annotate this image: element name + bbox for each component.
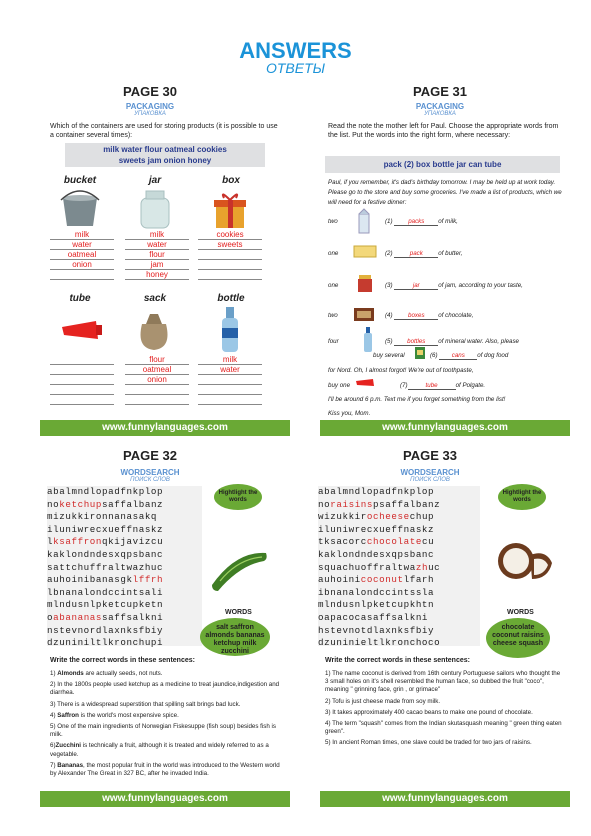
wordsearch-grid: abalmndlopadfnkplop noraisinspsaffalbanz wizukkirocheesechup iluniwrecxueffnaskz tksacorcchocolatecu kaklondndesxqpsbanc squachuoffraltwazhuc auhoinicoconutlfarh ibnanalondccintssla mlndusnlpketcupkhtn oapacocasaffsalkni hstevnotdlaxnksfbiy dzuninieltlkronchoco xyxy=(318,486,480,646)
list-item: (5) bottles of mineral water. Also, please xyxy=(385,338,519,345)
section-title: PACKAGING xyxy=(125,102,175,111)
instruction: Which of the containers are used for storing products (it is possible to use a container several times): xyxy=(50,123,278,139)
sentence: 5) In ancient Roman times, one slave could be traded for two jars of raisins. xyxy=(325,739,532,747)
section-title: WORDSEARCH xyxy=(120,468,180,477)
instruction: Read the note the mother left for Paul. Choose the appropriate words from the list. Put the words into the right form, where necessary: xyxy=(328,123,559,139)
toothpaste-icon xyxy=(354,376,378,390)
sentence: 3) It takes approximately 400 cacao beans to make one pound of chocolate. xyxy=(325,708,533,716)
wordsearch-grid: abalmndlopadfnkplop noketchupsaffalbanz mizukkironnanasakq iluniwrecxueffnaskz lksaffronqkijavizcu kaklondndesxqpsbanc sattchuffraltwazhuc auhoinibanasgklffrh lbnanalondccintsali mlndusnlpketcupketn oabananassaffsalkni nstevnordlaxnksfbiy dzuniniltlkronchupi xyxy=(47,486,202,646)
sentence-list xyxy=(50,670,280,781)
page-32-heading: PAGE 32 xyxy=(123,448,177,463)
list-item: (1) packs of milk, xyxy=(385,218,458,225)
section-subtitle: УПАКОВКА xyxy=(134,111,166,117)
container-name: box xyxy=(222,175,240,186)
footer-link[interactable]: www.funnylanguages.com xyxy=(320,791,570,807)
box-icon xyxy=(210,190,250,230)
list-item: one xyxy=(328,250,339,257)
list-item: two xyxy=(328,218,338,225)
list-item: buy several xyxy=(373,352,405,359)
list-item: (3) jar of jam, according to your taste, xyxy=(385,282,523,289)
sentence: 4) Saffron is the world's most expensive spice. xyxy=(50,711,179,719)
answer-lines-tube xyxy=(50,355,114,405)
list-item: four xyxy=(328,338,339,345)
bottle-icon xyxy=(218,304,242,354)
zucchini-icon xyxy=(206,545,272,595)
sentence: 2) In the 1800s people used ketchup as a medicine to treat jaundice,indigestion and diarrhea. xyxy=(50,681,280,697)
sack-icon xyxy=(132,308,176,352)
page-30-heading: PAGE 30 xyxy=(123,84,177,99)
chocolate-box-icon xyxy=(352,305,376,323)
words-bubble: salt saffron almonds bananas ketchup milk zucchini xyxy=(200,618,270,656)
task-heading: Write the correct words in these sentences: xyxy=(50,657,195,664)
word-list: milk water flour oatmeal cookies sweets jam onion honey xyxy=(65,143,265,167)
container-name: sack xyxy=(143,293,167,304)
page-31-heading: PAGE 31 xyxy=(413,84,467,99)
list-item: one xyxy=(328,282,339,289)
jam-jar-icon xyxy=(355,272,375,294)
note-signature: Kiss you, Mom. xyxy=(328,410,371,417)
sentence: 4) The term "squash" comes from the Indian skutasquash meaning " green thing eaten green". xyxy=(325,720,562,736)
list-item: two xyxy=(328,312,338,319)
sentence: 5) One of the main ingredients of Norwegian Fiskesuppe (fish soup) besides fish is milk. xyxy=(50,723,276,739)
milk-carton-icon xyxy=(357,208,371,234)
section-subtitle: ПОИСК СЛОВ xyxy=(410,477,450,483)
sentence: 2) Tofu is just cheese made from soy milk. xyxy=(325,697,441,705)
answer-lines-box: cookies sweets xyxy=(198,230,262,280)
answer-lines-bottle: milk water xyxy=(198,355,262,405)
sentence: 6)Zucchini is technically a fruit, although it is treated and widely referred to as a vegetable. xyxy=(50,742,269,758)
water-bottle-icon xyxy=(362,325,374,353)
list-item: (7) tube of Polgate. xyxy=(400,382,486,389)
sentence: 7) Bananas, the most popular fruit in the world was introduced to the Western world by Alexander The Great in 327 BC, after he invaded India. xyxy=(50,761,280,778)
sentence: 3) There is a widespread superstition that spilling salt brings bad luck. xyxy=(50,700,241,708)
note-line: for Nord. Oh, I almost forgot! We're out of toothpaste, xyxy=(328,367,474,374)
sentence: 1) Almonds are actually seeds, not nuts. xyxy=(50,670,163,677)
list-item: (2) pack of butter, xyxy=(385,250,463,257)
task-heading: Write the correct words in these sentences: xyxy=(325,657,470,664)
container-name: jar xyxy=(148,175,162,186)
word-list: pack (2) box bottle jar can tube xyxy=(325,156,560,173)
page-title: ANSWERS xyxy=(239,38,352,63)
words-heading: WORDS xyxy=(225,609,252,616)
words-bubble: chocolate coconut raisins cheese squash xyxy=(486,618,550,658)
bucket-icon xyxy=(55,190,105,230)
note-intro: Paul, if you remember, it's dad's birthday tomorrow. I may be held up at work today. Please go to the store and buy some groceries. I've made a list of products, which we will need for a festive dinner: xyxy=(328,179,562,206)
tube-icon xyxy=(58,315,104,345)
footer-link[interactable]: www.funnylanguages.com xyxy=(320,420,570,436)
instruction-bubble: Hightlight the words xyxy=(214,484,262,510)
answer-lines-sack: flour oatmeal onion xyxy=(125,355,189,405)
list-item: (4) boxes of chocolate, xyxy=(385,312,474,319)
coconut-icon xyxy=(494,535,556,587)
answer-lines-bucket: milk water oatmeal onion xyxy=(50,230,114,280)
sentence: 1) The name coconut is derived from 16th century Portuguese sailors who thought the 3 small holes on it's shell resembled the human face, so dubbed the fruit "coco", meaning " grinning face, grin , or grimace" xyxy=(325,670,561,694)
page-subtitle: ОТВЕТЫ xyxy=(265,60,326,76)
butter-icon xyxy=(352,243,378,259)
dog-food-can-icon xyxy=(413,345,427,361)
footer-link[interactable]: www.funnylanguages.com xyxy=(40,420,290,436)
section-subtitle: ПОИСК СЛОВ xyxy=(130,477,170,483)
sentence-list xyxy=(325,670,565,751)
list-item: (6) cans of dog food xyxy=(430,352,509,359)
list-item: buy one xyxy=(328,382,351,389)
note-closing: I'll be around 6 p.m. Text me if you forget something from the list! xyxy=(328,396,506,403)
jar-icon xyxy=(135,188,175,230)
footer-link[interactable]: www.funnylanguages.com xyxy=(40,791,290,807)
container-name: tube xyxy=(69,293,91,304)
answer-lines-jar: milk water flour jam honey xyxy=(125,230,189,280)
section-title: WORDSEARCH xyxy=(400,468,460,477)
section-title: PACKAGING xyxy=(415,102,465,111)
section-subtitle: УПАКОВКА xyxy=(424,111,456,117)
container-name: bottle xyxy=(217,293,245,304)
container-name: bucket xyxy=(63,175,97,186)
page-33-heading: PAGE 33 xyxy=(403,448,457,463)
words-heading: WORDS xyxy=(507,609,534,616)
instruction-bubble: Hightlight the words xyxy=(498,484,546,510)
